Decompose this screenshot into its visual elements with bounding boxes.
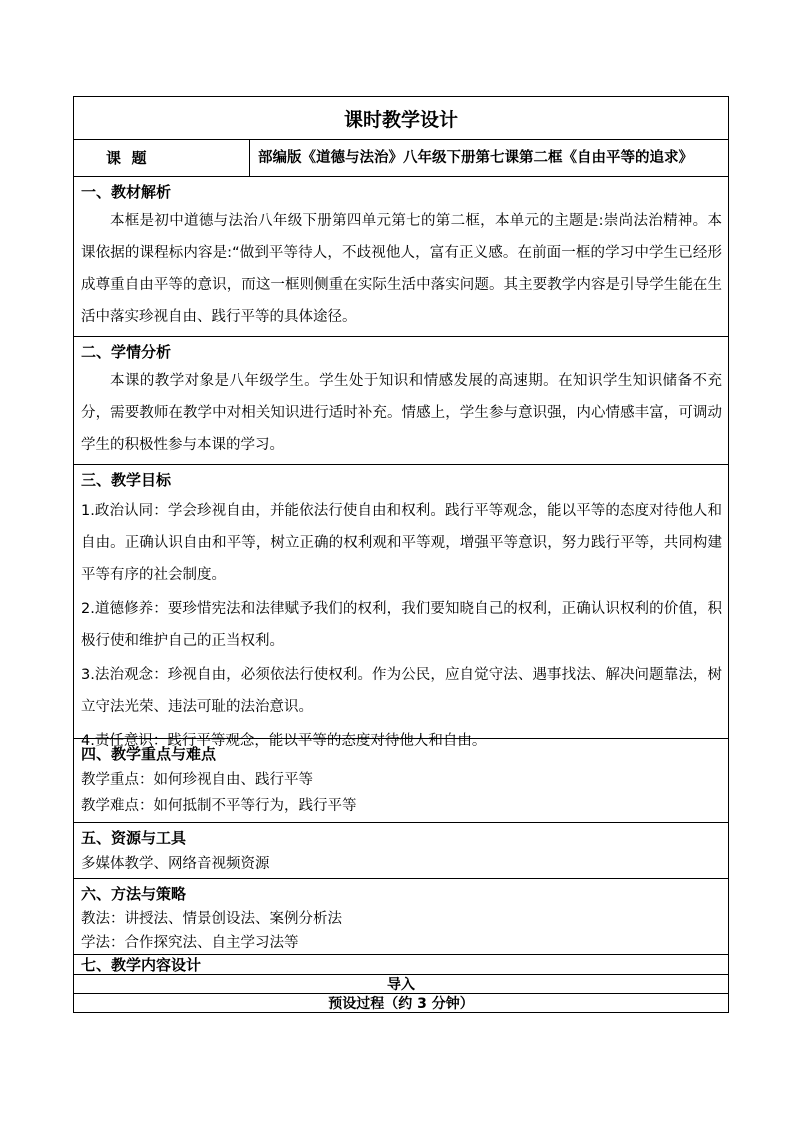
section-heading: 六、方法与策略 [81,885,187,903]
topic-label: 课 题 [74,140,250,176]
goal-item: 1.政治认同：学会珍视自由，并能依法行使自由和权利。践行平等观念，能以平等的态度对待他人和自由。正确认识自由和平等，树立正确的权利观和平等观，增强平等意识，努力践行平等，共同构建平等有序的社会制度。 [81,503,722,583]
section-resources [73,823,729,879]
goal-item: 3.法治观念：珍视自由，必须依法行使权利。作为公民，应自觉守法、遇事找法、解决问题靠法，树立守法光荣、违法可耻的法治意识。 [81,667,722,715]
section-student-analysis [73,337,729,465]
lesson-plan-table [73,96,729,1013]
section-content-design: 七、教学内容设计 [73,955,729,975]
section-heading: 二、学情分析 [81,343,172,361]
resources-line: 多媒体教学、网络音视频资源 [81,856,270,872]
section-paragraph: 本框是初中道德与法治八年级下册第四单元第七的第二框，本单元的主题是:崇尚法治精神。本课依据的课程标内容是:“做到平等待人，不歧视他人，富有正义感。在前面一框的学习中学生已经形成尊重自由平等的意识，而这一框则侧重在实际生活中落实问题。其主要教学内容是引导学生能在生活中落实珍视自由、践行平等的具体途径。 [81,213,722,325]
learning-method-line: 学法：合作探究法、自主学习法等 [81,935,299,951]
topic-value: 部编版《道德与法治》八年级下册第七课第二框《自由平等的追求》 [258,150,693,166]
section-heading: 一、教材解析 [81,183,172,201]
teaching-method-line: 教法：讲授法、情景创设法、案例分析法 [81,911,342,927]
section-teaching-goals [73,465,729,749]
section-heading: 三、教学目标 [81,471,172,489]
section-heading: 四、教学重点与难点 [81,745,217,763]
topic-row [73,140,729,177]
section-methods [73,879,729,955]
section-paragraph: 本课的教学对象是八年级学生。学生处于知识和情感发展的高速期。在知识学生知识储备不充分，需要教师在教学中对相关知识进行适时补充。情感上，学生参与意识强，内心情感丰富，可调动学生的积极性参与本课的学习。 [81,373,722,453]
section-heading: 五、资源与工具 [81,829,187,847]
intro-row: 导入 [73,975,729,994]
document-title: 课时教学设计 [73,96,729,140]
section-textbook-analysis [73,177,729,337]
goal-item: 2.道德修养：要珍惜宪法和法律赋予我们的权利，我们要知晓自己的权利，正确认识权利的价值，积极行使和维护自己的正当权利。 [81,601,722,649]
key-point-line: 教学重点：如何珍视自由、践行平等 [81,772,313,788]
difficult-point-line: 教学难点：如何抵制不平等行为，践行平等 [81,798,357,814]
preset-process-row: 预设过程（约 3 分钟） [73,994,729,1013]
goal-item: 4.责任意识：践行平等观念，能以平等的态度对待他人和自由。 [81,733,487,749]
